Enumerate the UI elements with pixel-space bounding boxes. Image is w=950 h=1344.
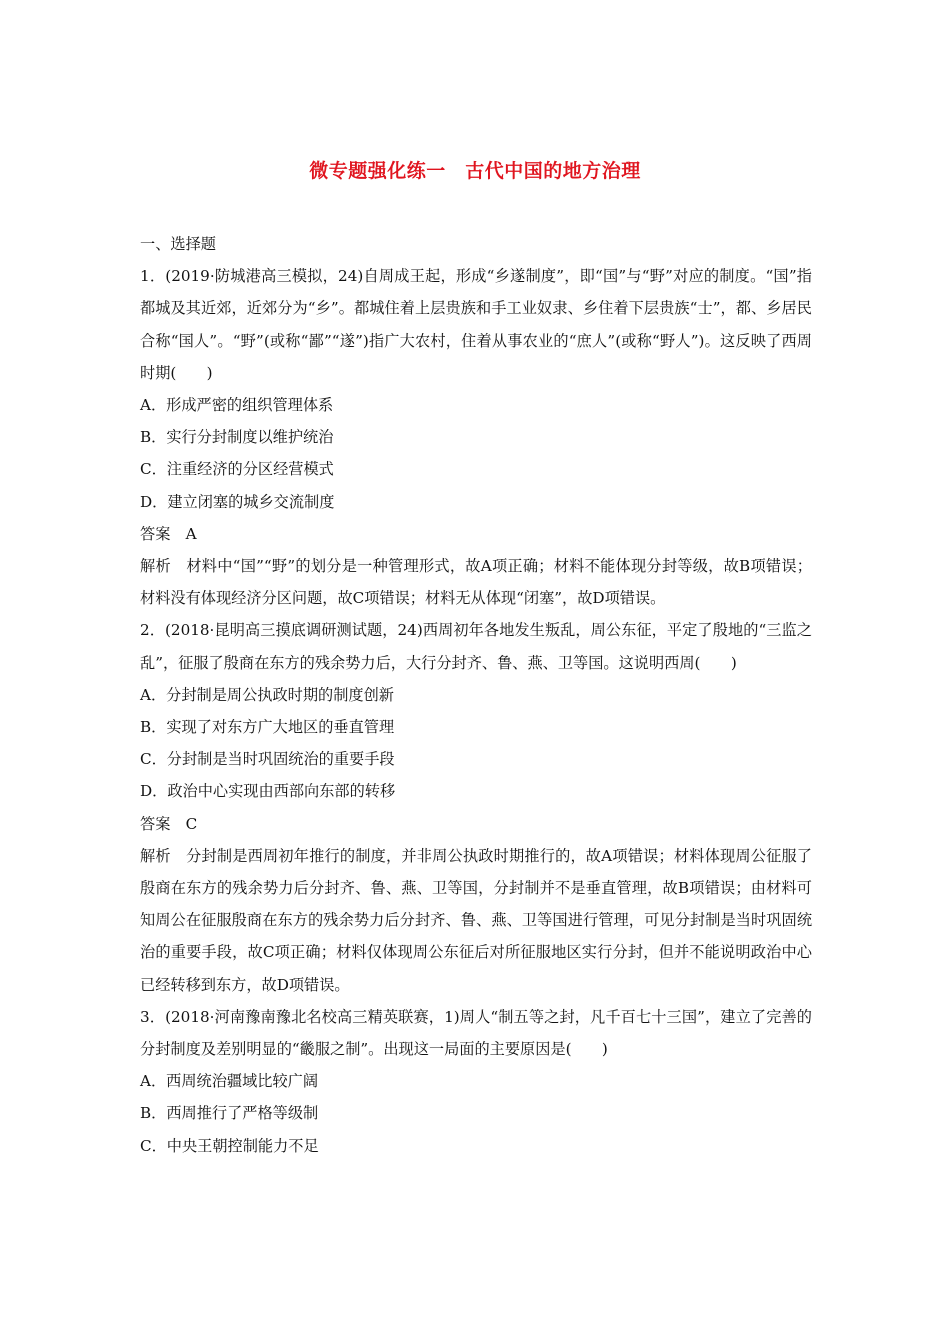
question-option: C．注重经济的分区经营模式 — [140, 460, 334, 479]
question-option: B．实现了对东方广大地区的垂直管理 — [140, 718, 395, 737]
question-option: D．政治中心实现由西部向东部的转移 — [140, 782, 396, 801]
question-stem: 3．(2018·河南豫南豫北名校高三精英联赛，1)周人“制五等之封，凡千百七十三国”，建立了完善的分封制度及差别明显的“畿服之制”。出现这一局面的主要原因是( ) — [140, 1007, 812, 1059]
question-option: B．西周推行了严格等级制 — [140, 1104, 319, 1123]
analysis-paragraph: 解析 分封制是西周初年推行的制度，并非周公执政时期推行的，故A项错误；材料体现周公征服了殷商在东方的残余势力后分封齐、鲁、燕、卫等国，分封制并不是垂直管理，故B项错误；由材料可知周公在征服殷商在东方的残余势力后分封齐、鲁、燕、卫等国进行管理，可见分封制是当时巩固统治的重要手段，故C项正确；材料仅体现周公东征后对所征服地区实行分封，但并不能说明政治中心已经转移到东方，故D项错误。 — [140, 846, 812, 994]
section-heading: 一、选择题 — [140, 235, 216, 253]
analysis-paragraph: 解析 材料中“国”“野”的划分是一种管理形式，故A项正确；材料不能体现分封等级，故B项错误；材料没有体现经济分区问题，故C项错误；材料无从体现“闭塞”，故D项错误。 — [140, 557, 812, 608]
question-option: D．建立闭塞的城乡交流制度 — [140, 492, 335, 511]
question-stem: 1．(2019·防城港高三模拟，24)自周成王起，形成“乡遂制度”，即“国”与“野”对应的制度。“国”指都城及其近郊，近郊分为“乡”。都城住着上层贵族和手工业奴隶、乡住着下层贵族“士”，都、乡居民合称“国人”。“野”(或称“鄙”“遂”)指广大农村，住着从事农业的“庶人”(或称“野人”)。这反映了西周时期( ) — [140, 267, 812, 382]
question-option: A．西周统治疆域比较广阔 — [140, 1072, 319, 1091]
question-option: A．形成严密的组织管理体系 — [140, 396, 334, 415]
question-option: C．中央王朝控制能力不足 — [140, 1136, 319, 1155]
answer-line: 答案 A — [140, 524, 197, 543]
question-option: A．分封制是周公执政时期的制度创新 — [140, 685, 394, 704]
document-body — [140, 228, 812, 1162]
question-stem: 2．(2018·昆明高三摸底调研测试题，24)西周初年各地发生叛乱，周公东征，平定了殷地的“三监之乱”，征服了殷商在东方的残余势力后，大行分封齐、鲁、燕、卫等国。这说明西周( ) — [140, 621, 812, 672]
page-title: 微专题强化练一 古代中国的地方治理 — [309, 160, 641, 182]
question-option: C．分封制是当时巩固统治的重要手段 — [140, 750, 395, 769]
answer-line: 答案 C — [140, 814, 198, 833]
question-option: B．实行分封制度以维护统治 — [140, 428, 334, 447]
